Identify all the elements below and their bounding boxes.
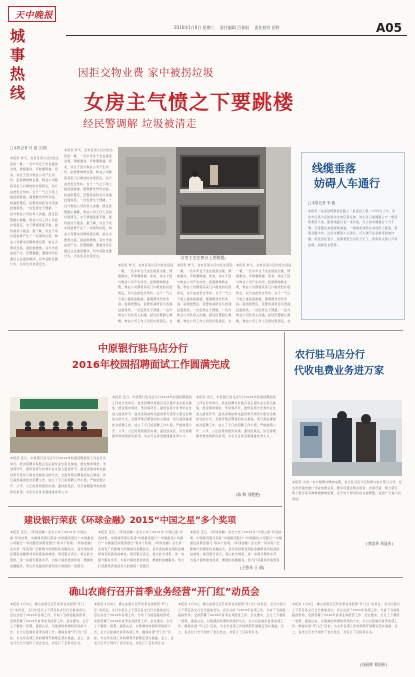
award-body-col2: 本报讯 近日，《环球金融》杂志公布了2015年“中国之星”评选结果，中国建设银行荣获“中国最佳银行”“中国最佳公司银行”“中国最佳消费者银行”等多个奖项。《环球金融》杂志是一家具有广泛影响力的国际性金融杂志，其评选结果在国际金融界具有较高的权威性。建设银行表示，将以此为契机，进一步提升服务水平，为客户提供更加优质、便捷的金融服务，努力打造最具价值创造力的国际一流银行。 (98, 530, 185, 568)
lead-headline: 女房主气愤之下要跳楼 (84, 90, 294, 114)
section-title (10, 27, 44, 103)
bank-headline-line1: 中原银行驻马店分行 (98, 344, 188, 355)
bottom-top-rule (8, 577, 403, 578)
page-number: A05 (376, 21, 402, 35)
award-body-col3: 本报讯 近日，《环球金融》杂志公布了2015年“中国之星”评选结果，中国建设银行荣获“中国最佳银行”“中国最佳公司银行”“中国最佳消费者银行”等多个奖项。《环球金融》杂志是一家具有广泛影响力的国际性金融杂志，其评选结果在国际金融界具有较高的权威性。建设银行表示，将以此为契机，进一步提升服务水平，为客户提供更加优质、便捷的金融服务，努力打造最具价值创造 (190, 530, 282, 562)
bottom-body-col4: 本报讯 1月4日，确山农商行召开首季业务经营“开门红”动员会，全行中层以上干部及各支行行长参加会议。会议总结了2015年各项工作，分析了当前面临的形势，安排部署了2016年首季业务经营工作。会议要求，全行上下要统一思想，提高认识，以饱满的热情和昂扬的斗志，全力以赴做好首季各项工作，确保实现“开门红”目标，为全年各项工作的顺利开展奠定坚实基础。会上，各支行行长分别作了表态发言，并签订了目标责任书。 (292, 602, 401, 634)
lead-body-col1: 本报讯 昨天，在市区某小区内发生惊险一幕，一名中年女子坐在楼顶边缘，情绪激动，声称要跳楼。原来，该女子因与物业公司产生纠纷，拒绝缴纳物业费，物业公司便将其家门口堆放的垃圾拐走，双方由此发生争执。女子一气之下爬上楼顶欲跳楼，围观群众纷纷劝说。接到报警后，民警和消防官兵迅速赶到现场，一边安抚女子情绪，一边与物业公司负责人沟通。经过民警耐心调解，物业公司工作人员将垃圾清走，女子情绪逐渐平稳，最终被劝下楼顶。据了解，该女子家中因装修产生了一些建筑垃圾，物业公司要求其缴纳清运费，她认为费用过高，遂拒绝缴纳，双方矛盾由此产生。民警提醒，遇到纠纷应通过合法途径解决，切勿采取过激行为，以免危及自身安全。 (10, 156, 60, 267)
masthead-rule (66, 35, 407, 36)
date-line (174, 25, 280, 31)
award-headline: 建设银行荣获《环球金融》2015“中国之星”多个奖项 (24, 516, 236, 526)
bank-body-col2: 本报讯 近日，中原银行驻马店分行2016年校园招聘面试工作在行内举行。此次招聘共有数百名应届毕业生报名参加，经过网申筛选、笔试等环节，最终有部分优秀毕业生进入面试环节。面试采取结构化面试和无领导小组讨论相结合的方式，全面考察应聘者的综合素质。该行高度重视此次招聘工作，成立了专门的招聘工作小组，严格按照公开、公平、公正的原则组织实施。面试结束后，该行将根据考核结果择优录用，为全行业务发展储备优秀人才。 (112, 395, 192, 439)
bank-headline-line2: 2016年校园招聘面试工作圆满完成 (72, 360, 230, 371)
section-label: 城事热线 (10, 27, 29, 102)
bank-photo (10, 397, 108, 453)
date-text: 2016年1月6日 星期三 (174, 25, 215, 30)
lead-photo-caption: 女房主坐在窗台上要跳楼。 (180, 255, 229, 260)
bottom-byline: (苏丽婷 郑国伟) (360, 662, 387, 667)
designer-text: 责任校对 田野 (254, 25, 280, 30)
editor-text: 责任编辑 吕春阳 (219, 25, 250, 30)
lead-subhead: 经民警调解 垃圾被清走 (83, 118, 197, 130)
rural-headline-line2: 代收电费业务进万家 (294, 366, 384, 377)
bank-byline: (陈 辉 刘艳艳) (236, 492, 261, 497)
bottom-body-col2: 本报讯 1月4日，确山农商行召开首季业务经营“开门红”动员会，全行中层以上干部及各支行行长参加会议。会议总结了2015年各项工作，分析了当前面临的形势，安排部署了2016年首季业务经营工作。会议要求，全行上下要统一思想，提高认识，以饱满的热情和昂扬的斗志，全力以赴做好首季各项工作，确保实现“开门红”目标，为全年各项工作的顺利开展奠定坚实基础。会上，各支行行长分别作了表态发言，并签订了目标责任书。 (94, 602, 174, 646)
rural-body: 本报讯 为进一步方便群众缴纳电费，农行驻马店分行积极与电力部门合作，在全市范围内推广代收电费业务，群众可通过网点柜台、自助设备、网上银行、掌上银行等多种渠道缴纳电费，足不出户即可轻松完成缴费，受到广大客户的欢迎。 (292, 480, 402, 501)
award-body-col1: 本报讯 近日，《环球金融》杂志公布了2015年“中国之星”评选结果，中国建设银行荣获“中国最佳银行”“中国最佳公司银行”“中国最佳消费者银行”等多个奖项。《环球金融》杂志是一家具有广泛影响力的国际性金融杂志，其评选结果在国际金融界具有较高的权威性。建设银行表示，将以此为契机，进一步提升服务水平，为客户提供更加优质、便捷的金融服务，努力打造最具价值创造力的国际一流银行。 (10, 530, 94, 568)
bank-body-col1: 本报讯 近日，中原银行驻马店分行2016年校园招聘面试工作在行内举行。此次招聘共有数百名应届毕业生报名参加，经过网申筛选、笔试等环节，最终有部分优秀毕业生进入面试环节。面试采取结构化面试和无领导小组讨论相结合的方式，全面考察应聘者的综合素质。该行高度重视此次招聘工作，成立了专门的招聘工作小组，严格按照公开、公平、公正的原则组织实施。面试结束后，该行将根据考核结果择优录用，为全行业务发展储备优秀人才。 (10, 456, 107, 494)
side-story-box (301, 152, 405, 320)
bottom-headline: 确山农商行召开首季业务经营“开门红”动员会 (69, 587, 260, 598)
column-rule (284, 332, 285, 570)
side-headline (312, 161, 380, 191)
lead-byline: □本报记者 吕 超 文/图 (10, 146, 47, 150)
bottom-body-col1: 本报讯 1月4日，确山农商行召开首季业务经营“开门红”动员会，全行中层以上干部及各支行行长参加会议。会议总结了2015年各项工作，分析了当前面临的形势，安排部署了2016年首季业务经营工作。会议要求，全行上下要统一思想，提高认识，以饱满的热情和昂扬的斗志，全力以赴做好首季各项工作，确保实现“开门红”目标，为全年各项工作的顺利开展奠定坚实基础。会上，各支行行长分别作了表态发言，并签订了目标责任书。 (10, 602, 90, 646)
bottom-body-col3: 本报讯 1月4日，确山农商行召开首季业务经营“开门红”动员会，全行中层以上干部及各支行行长参加会议。会议总结了2015年各项工作，分析了当前面临的形势，安排部署了2016年首季业务经营工作。会议要求，全行上下要统一思想，提高认识，以饱满的热情和昂扬的斗志，全力以赴做好首季各项工作，确保实现“开门红”目标，为全年各项工作的顺利开展奠定坚实基础。会上，各支行行长分别作了表态发言，并签订了目标责任书。 (178, 602, 287, 634)
interview-room-illustration (10, 397, 108, 453)
lead-body-col4: 本报讯 昨天，在市区某小区内发生惊险一幕，一名中年女子坐在楼顶边缘，情绪激动，声称要跳楼。原来，该女子因与物业公司产生纠纷，拒绝缴纳物业费，物业公司便将其家门口堆放的垃圾拐走，双方由此发生争执。女子一气之下爬上楼顶欲跳楼，围观群众纷纷劝说。接到报警后，民警和消防官兵迅速赶到现场，一边安抚女子情绪，一边与物业公司负责人沟通。经过民警耐心调解，物业公司工作人员将垃圾清走，女 (177, 263, 233, 323)
paper-name: 天中晚报 (15, 11, 54, 21)
lead-kicker: 因拒交物业费 家中被拐垃圾 (78, 67, 214, 79)
side-body: 本报讯 “这条线缆垂落在路上一直没有人管。”1月5日上午，家住市区某小区的杨先生向记者反映，该小区门前道路上方一根线缆垂落下来，距离地面只有一米多高，行人和车辆通行十分不便。记者随后来到现场看到，一根黑色线缆从电线杆上脱落，垂落在路中央，过往车辆需小心绕行，行人稍不注意就可能被绊倒。附近居民表示，线缆垂落已有好几天了，希望有关部门尽快处理，消除安全隐患。 (308, 209, 398, 247)
lead-body-col5: 本报讯 昨天，在市区某小区内发生惊险一幕，一名中年女子坐在楼顶边缘，情绪激动，声称要跳楼。原来，该女子因与物业公司产生纠纷，拒绝缴纳物业费，物业公司便将其家门口堆放的垃圾拐走，双方由此发生争执。女子一气之下爬上楼顶欲跳楼，围观群众纷纷劝说。接到报警后，民警和消防官兵迅速赶到现场，一边安抚女子情绪，一边与物业公司负责人沟通。经过民警耐心调解，物业公司工作人员将垃圾清走，女 (236, 263, 292, 323)
bank-body-col3: 本报讯 近日，中原银行驻马店分行2016年校园招聘面试工作在行内举行。此次招聘共有数百名应届毕业生报名参加，经过网申筛选、笔试等环节，最终有部分优秀毕业生进入面试环节。面试采取结构化面试和无领导小组讨论相结合的方式，全面考察应聘者的综合素质。该行高度重视此次招聘工作，成立了专门的招聘工作小组，严格按照公开、公平、公正的原则组织实施。面试结束后，该行将根据考核结果择优录用，为全行业务发展储备优秀人才。 (196, 395, 277, 439)
lead-body-col3: 本报讯 昨天，在市区某小区内发生惊险一幕，一名中年女子坐在楼顶边缘，情绪激动，声称要跳楼。原来，该女子因与物业公司产生纠纷，拒绝缴纳物业费，物业公司便将其家门口堆放的垃圾拐走，双方由此发生争执。女子一气之下爬上楼顶欲跳楼，围观群众纷纷劝说。接到报警后，民警和消防官兵迅速赶到现场，一边安抚女子情绪，一边与物业公司负责人沟通。经过民警耐心调解，物业公司工作人员将垃圾清走，女 (118, 263, 174, 323)
bank-counter-illustration (292, 400, 402, 476)
masthead-logo (8, 6, 56, 22)
rural-headline-line1: 农行驻马店分行 (295, 350, 365, 361)
lead-photo (118, 147, 291, 255)
award-byline: (王曾录 王 倩) (240, 565, 265, 570)
rural-photo (292, 400, 402, 476)
lead-body-col2: 本报讯 昨天，在市区某小区内发生惊险一幕，一名中年女子坐在楼顶边缘，情绪激动，声称要跳楼。原来，该女子因与物业公司产生纠纷，拒绝缴纳物业费，物业公司便将其家门口堆放的垃圾拐走，双方由此发生争执。女子一气之下爬上楼顶欲跳楼，围观群众纷纷劝说。接到报警后，民警和消防官兵迅速赶到现场，一边安抚女子情绪，一边与物业公司负责人沟通。经过民警耐心调解，物业公司工作人员将垃圾清走，女子情绪逐渐平稳，最终被劝下楼顶。据了解，该女子家中因装修产生了一些建筑垃圾，物业公司要求其缴纳清运费，她认为费用过高，遂拒绝缴纳，双方矛盾由此产生。民警提醒，遇到纠纷应通过合法途径解决，切勿采取过激行为，以免危及自身安全。 (64, 148, 114, 259)
award-top-rule (8, 506, 282, 507)
building-photo-illustration (118, 147, 291, 255)
side-headline-line1: 线缆垂落 (312, 162, 356, 175)
rural-byline: (李国华 刘显庆) (366, 541, 393, 546)
side-byline: □本报记者 李 鑫 (308, 201, 336, 205)
side-headline-line2: 妨碍人车通行 (314, 177, 380, 190)
bank-top-rule (8, 330, 403, 331)
